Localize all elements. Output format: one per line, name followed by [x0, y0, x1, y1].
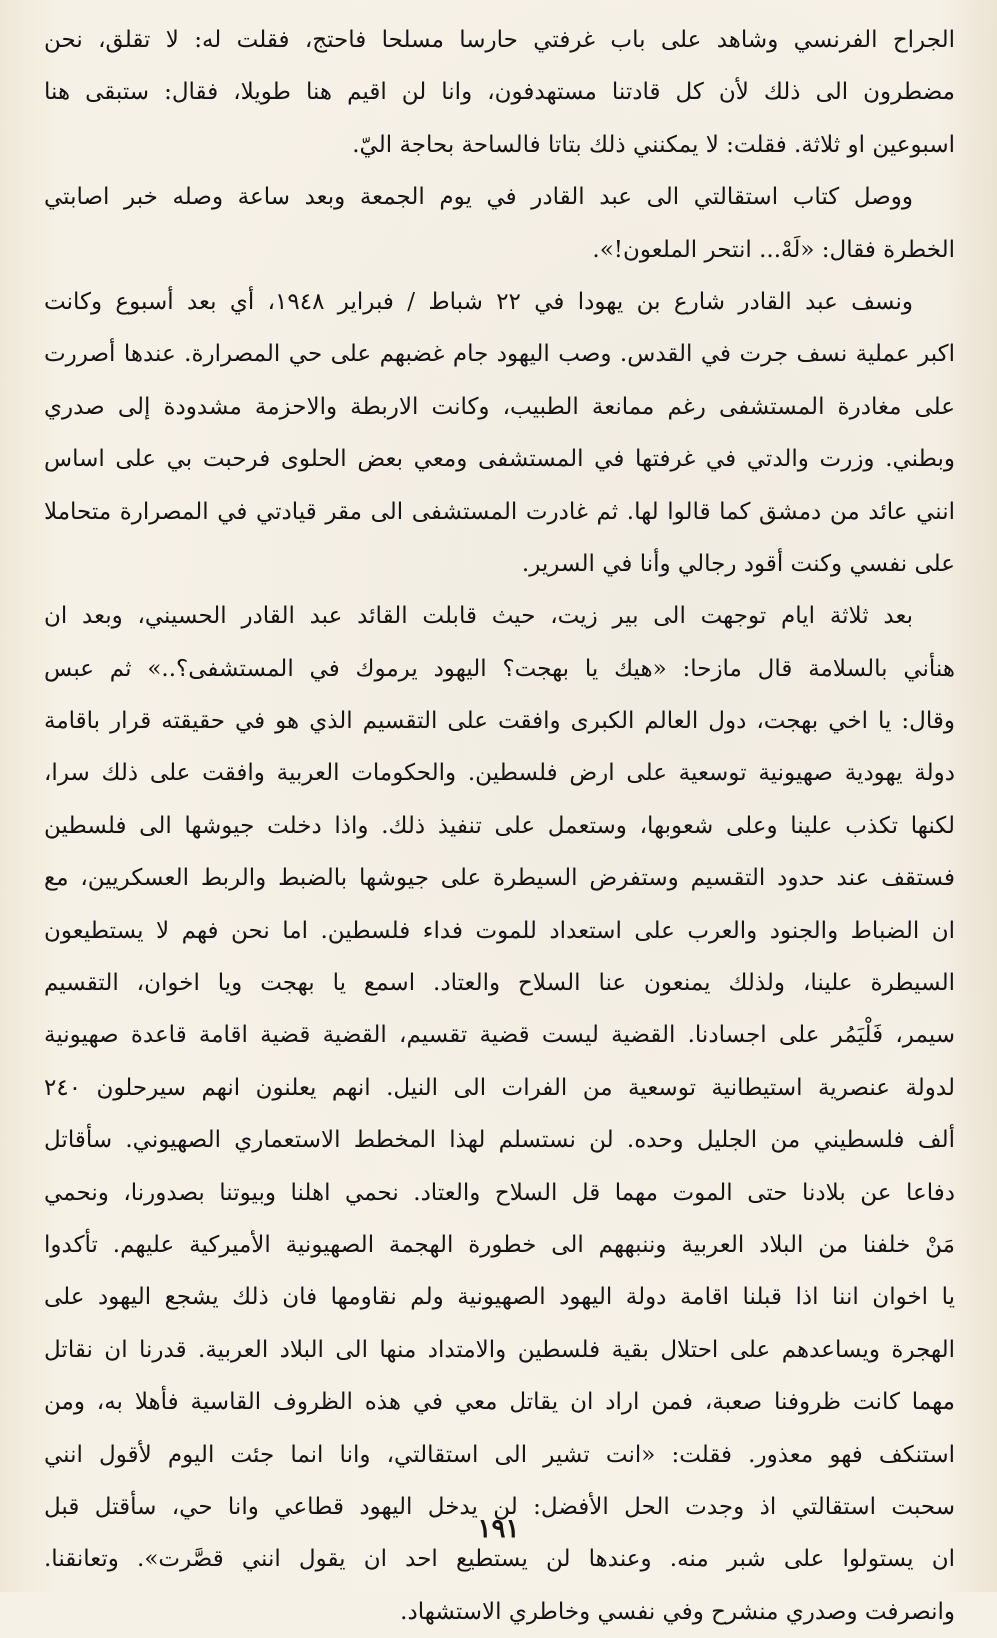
text-line: اسبوعين او ثلاثة. فقلت: لا يمكنني ذلك بتاتا فالساحة بحاجة اليّ.: [352, 131, 955, 158]
text-line: على نفسي وكنت أقود رجالي وأنا في السرير.: [521, 550, 955, 577]
text-line: الهجرة ويساعدهم على احتلال بقية فلسطين والامتداد منها الى البلاد العربية. قدرنا ان نقاتل: [44, 1336, 955, 1363]
paragraph-start-line: ونسف عبد القادر شارع بن يهودا في ٢٢ شباط / فبراير ١٩٤٨، أي بعد أسبوع وكانت: [44, 288, 913, 315]
text-line: مَنْ خلفنا من البلاد العربية وننبههم الى خطورة الهجمة الصهيونية الأميركية عليهم. تأكدوا: [44, 1231, 955, 1258]
text-line: على مغادرة المستشفى رغم ممانعة الطبيب، وكانت الاربطة والاحزمة مشدودة إلى صدري: [44, 393, 955, 420]
text-line: سحبت استقالتي اذ وجدت الحل الأفضل: لن يدخل اليهود قطاعي وانا حي، سأقتل قبل: [44, 1493, 955, 1520]
text-line: مضطرون الى ذلك لأن كل قادتنا مستهدفون، وانا لن اقيم هنا طويلا، فقال: ستبقى هنا: [44, 79, 955, 106]
text-line: سيمر، فَلْيَمُر على اجسادنا. القضية ليست قضية تقسيم، القضية قضية اقامة قاعدة صهيونية: [44, 1022, 955, 1049]
text-line: دفاعا عن بلادنا حتى الموت مهما قل السلاح والعتاد. نحمي اهلنا وبيوتنا بصدورنا، ونحمي: [44, 1179, 955, 1206]
page-number: ١٩١: [477, 1514, 520, 1544]
text-line: وبطني. وزرت والدتي في غرفتها في المستشفى ومعي بعض الحلوى فرحبت بي على اساس: [44, 446, 955, 473]
text-line: ألف فلسطيني من الجليل وحده. لن نستسلم لهذا المخطط الاستعماري الصهيوني. سأقاتل: [44, 1127, 955, 1154]
text-line: لدولة عنصرية استيطانية توسعية من الفرات الى النيل. انهم يعلنون انهم سيرحلون ٢٤٠: [44, 1074, 955, 1101]
text-line: السيطرة علينا، ولذلك يمنعون عنا السلاح والعتاد. اسمع يا بهجت ويا اخوان، التقسيم: [44, 970, 955, 997]
text-line: هنأني بالسلامة قال مازحا: «هيك يا بهجت؟ اليهود يرموك في المستشفى؟..» ثم عبس: [44, 655, 955, 682]
text-line: الجراح الفرنسي وشاهد على باب غرفتي حارسا مسلحا فاحتج، فقلت له: لا تقلق، نحن: [44, 27, 955, 53]
text-line: استنكف فهو معذور. فقلت: «انت تشير الى استقالتي، وانا انما جئت اليوم لأقول انني: [44, 1441, 955, 1468]
text-line: اكبر عملية نسف جرت في القدس. وصب اليهود جام غضبهم على حي المصرارة. عندها أصررت: [44, 341, 955, 368]
paragraph-start-line: بعد ثلاثة ايام توجهت الى بير زيت، حيث قابلت القائد عبد القادر الحسيني، وبعد ان: [44, 603, 913, 630]
paragraph-start-line: ووصل كتاب استقالتي الى عبد القادر في يوم الجمعة وبعد ساعة وصله خبر اصابتي: [44, 184, 913, 211]
text-line: فستقف عند حدود التقسيم وستفرض السيطرة على جيوشها بالضبط والربط العسكريين، مع: [44, 865, 955, 892]
page-body-text: [44, 14, 955, 1638]
text-line: يا اخوان اننا اذا قبلنا اقامة دولة اليهود الصهيونية ولم نقاومها فان ذلك يشجع اليهود على: [44, 1284, 955, 1311]
text-line: مهما كانت ظروفنا صعبة، فمن اراد ان يقاتل معي في هذه الظروف القاسية فأهلا به، ومن: [44, 1389, 955, 1416]
text-line: وقال: يا اخي بهجت، دول العالم الكبرى وافقت على التقسيم الذي هو في حقيقته قرار باقامة: [44, 708, 955, 735]
text-line: لكنها تكذب علينا وعلى شعوبها، وستعمل على تنفيذ ذلك. واذا دخلت جيوشها الى فلسطين: [44, 812, 955, 839]
text-line: ان الضباط والجنود والعرب على استعداد للموت فداء فلسطين. اما نحن فهم لا يستطيعون: [44, 917, 955, 944]
text-line: ان يستولوا على شبر منه. وعندها لن يستطيع احد ان يقول انني قصَّرت». وتعانقنا.: [44, 1546, 955, 1573]
text-line: دولة يهودية صهيونية توسعية على ارض فلسطين. والحكومات العربية وافقت على ذلك سرا،: [44, 760, 955, 787]
text-line: انني عائد من دمشق كما قالوا لها. ثم غادرت المستشفى الى مقر قيادتي في المصرارة متحاملا: [44, 498, 955, 525]
text-line: الخطرة فقال: «لَهْ... انتحر الملعون!».: [592, 236, 955, 263]
text-line: وانصرفت وصدري منشرح وفي نفسي وخاطري الاستشهاد.: [400, 1598, 955, 1625]
